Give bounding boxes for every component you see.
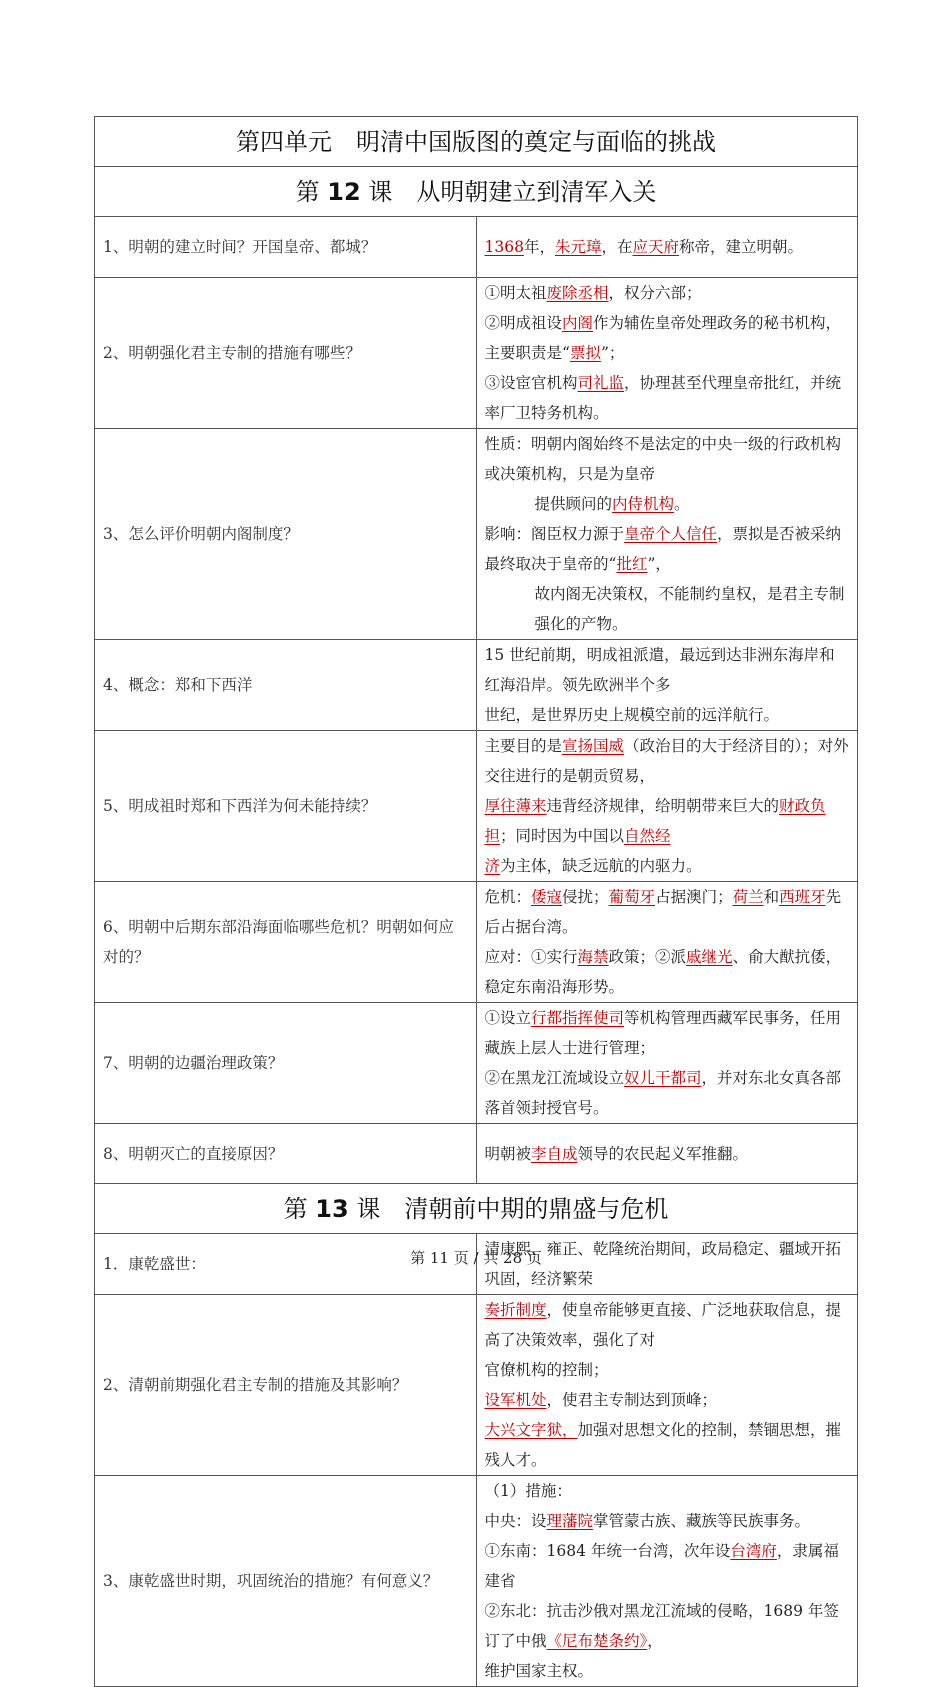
key-term: 行都指挥使司 — [531, 1009, 625, 1027]
key-term: 皇帝个人信任 — [624, 525, 718, 543]
question-cell: 2、明朝强化君主专制的措施有哪些？ — [95, 278, 477, 429]
answer-text: ①东南：1684 年统一台湾，次年设 — [484, 1542, 731, 1560]
answer-line — [485, 308, 850, 368]
key-term: 李自成 — [531, 1144, 578, 1163]
answer-cell — [476, 731, 858, 882]
key-term: 厚往薄来 — [484, 797, 547, 815]
answer-text: （1）措施： — [484, 1482, 572, 1500]
answer-text: 性质：明朝内阁始终不是法定的中央一级的行政机构或决策机构，只是为皇帝 — [484, 435, 842, 483]
key-term: 奴儿干都司 — [624, 1069, 702, 1087]
answer-line — [485, 1385, 850, 1415]
table-row — [95, 1124, 858, 1184]
question-cell: 7、明朝的边疆治理政策？ — [95, 1003, 477, 1124]
answer-text: ，权分六部； — [608, 284, 702, 302]
answer-line — [485, 1295, 850, 1355]
question-cell: 5、明成祖时郑和下西洋为何未能持续？ — [95, 731, 477, 882]
answer-text: ，协理甚至代理皇帝批红，并统率厂卫特务机构。 — [484, 374, 842, 422]
answer-text: 主要目的是 — [484, 737, 563, 755]
answer-text: ，票拟是否被采纳最终取决于皇帝的“ — [484, 525, 842, 573]
answer-text: ，使君主专制达到顶峰； — [546, 1391, 718, 1409]
answer-line — [485, 1139, 850, 1169]
table-row — [95, 429, 858, 640]
answer-cell — [476, 882, 858, 1003]
question-cell: 6、明朝中后期东部沿海面临哪些危机？明朝如何应对的？ — [95, 882, 477, 1003]
table-row — [95, 1295, 858, 1476]
lesson-title-row — [95, 167, 858, 217]
answer-line — [485, 1476, 850, 1506]
answer-line — [485, 579, 850, 639]
unit-title: 第四单元 明清中国版图的奠定与面临的挑战 — [95, 117, 858, 167]
key-term: 大兴文字狱， — [484, 1421, 578, 1439]
answer-cell — [476, 1295, 858, 1476]
lesson-title — [95, 1184, 858, 1234]
answer-text: 称帝，建立明朝。 — [679, 238, 804, 256]
answer-line — [485, 1596, 850, 1656]
question-cell: 4、概念：郑和下西洋 — [95, 640, 477, 731]
answer-text: ②在黑龙江流域设立 — [484, 1069, 625, 1087]
answer-text: 先后占据台湾。 — [484, 888, 842, 936]
key-term: 戚继光 — [686, 948, 733, 966]
answer-text: （政治目的大于经济目的）；对外交往进行的是朝贡贸易， — [484, 737, 849, 785]
key-term: 1368 — [484, 238, 524, 256]
answer-cell — [476, 1003, 858, 1124]
answer-text: 政策；②派 — [608, 948, 687, 966]
lesson-name: 课 从明朝建立到清军入关 — [360, 177, 657, 206]
answer-text: 世纪，是世界历史上规模空前的远洋航行。 — [484, 706, 780, 724]
answer-cell — [476, 278, 858, 429]
answer-line — [485, 700, 850, 730]
answer-text: ，隶属福建省 — [484, 1542, 839, 1590]
key-term: 《尼布楚条约》 — [546, 1632, 648, 1650]
answer-text: 违背经济规律，给明朝带来巨大的 — [546, 797, 780, 815]
notes-table — [94, 116, 858, 1687]
answer-line — [485, 640, 850, 700]
answer-line — [485, 278, 850, 308]
answer-text: ， — [647, 1632, 663, 1650]
answer-line — [485, 1063, 850, 1123]
answer-text: ①明太祖 — [484, 284, 547, 302]
question-cell: 8、明朝灭亡的直接原因？ — [95, 1124, 477, 1184]
answer-text: 、俞大猷抗倭，稳定东南沿海形势。 — [484, 948, 842, 996]
answer-text: 15 世纪前期，明成祖派遣，最远到达非洲东海岸和红海沿岸。领先欧洲半个多 — [484, 646, 835, 694]
key-term: 票拟 — [569, 344, 601, 362]
answer-text: 故内阁无决策权，不能制约皇权，是君主专制强化的产物。 — [534, 585, 845, 633]
answer-text: ；同时因为中国以 — [500, 827, 625, 845]
answer-text: ②东北：抗击沙俄对黑龙江流域的侵略，1689 年签订了中俄 — [484, 1602, 839, 1650]
answer-text: 明朝被 — [484, 1144, 532, 1163]
key-term: 司礼监 — [577, 374, 625, 392]
table-row — [95, 1476, 858, 1687]
key-term: 废除丞相 — [546, 284, 609, 302]
answer-line — [485, 1355, 850, 1385]
table-row — [95, 882, 858, 1003]
table-row — [95, 640, 858, 731]
answer-text: 掌管蒙古族、藏族等民族事务。 — [593, 1512, 811, 1530]
lesson-prefix: 第 — [295, 177, 328, 206]
key-term: 葡萄牙 — [608, 888, 656, 906]
answer-line — [485, 1506, 850, 1536]
key-term: 宣扬国威 — [562, 737, 625, 755]
answer-text: 影响：阁臣权力源于 — [484, 525, 625, 543]
answer-line — [485, 1656, 850, 1686]
answer-text: 为主体，缺乏远航的内驱力。 — [500, 857, 702, 875]
table-row — [95, 731, 858, 882]
key-term: 设军机处 — [484, 1391, 547, 1409]
answer-text: 作为辅佐皇帝处理政务的秘书机构，主要职责是“ — [484, 314, 842, 362]
key-term: 济 — [484, 857, 501, 875]
answer-line — [485, 791, 850, 851]
answer-text: 领导的农民起义军推翻。 — [577, 1144, 749, 1163]
answer-text: 等机构管理西藏军民事务，任用藏族上层人士进行管理； — [484, 1009, 842, 1057]
answer-text: ，在 — [601, 238, 633, 256]
question-cell: 2、清朝前期强化君主专制的措施及其影响？ — [95, 1295, 477, 1476]
lesson-prefix: 第 — [283, 1194, 316, 1223]
answer-text: 。 — [674, 495, 690, 513]
key-term: 荷兰 — [732, 888, 764, 906]
key-term: 海禁 — [577, 948, 609, 966]
key-term: 西班牙 — [779, 888, 826, 906]
answer-cell — [476, 429, 858, 640]
lesson-title-row — [95, 1184, 858, 1234]
answer-line — [485, 232, 850, 262]
answer-text: 危机： — [484, 888, 532, 906]
answer-line — [485, 882, 850, 942]
answer-line — [485, 519, 850, 579]
answer-line — [485, 429, 850, 489]
answer-text: 侵扰； — [562, 888, 609, 906]
answer-line — [485, 942, 850, 1002]
answer-text: ”， — [647, 555, 671, 573]
answer-text: 年， — [523, 238, 555, 256]
answer-text: 中央：设 — [484, 1512, 547, 1530]
key-term: 朱元璋 — [554, 238, 602, 256]
answer-line — [485, 731, 850, 791]
lesson-title — [95, 167, 858, 217]
answer-cell — [476, 217, 858, 278]
lesson-number: 12 — [327, 177, 361, 206]
answer-text: ①设立 — [484, 1009, 532, 1027]
answer-line — [485, 1536, 850, 1596]
answer-line — [485, 1003, 850, 1063]
question-cell: 1．康乾盛世： — [95, 1234, 477, 1295]
key-term: 应天府 — [632, 238, 680, 256]
answer-text: 占据澳门； — [655, 888, 733, 906]
key-term: 理藩院 — [546, 1512, 594, 1530]
answer-text: 加强对思想文化的控制，禁锢思想，摧残人才。 — [484, 1421, 842, 1469]
lesson-number: 13 — [315, 1194, 349, 1223]
answer-text: ，使皇帝能够更直接、广泛地获取信息，提高了决策效率，强化了对 — [484, 1301, 842, 1349]
key-term: 财政负担 — [484, 797, 826, 845]
table-row — [95, 278, 858, 429]
question-cell: 3、康乾盛世时期，巩固统治的措施？有何意义？ — [95, 1476, 477, 1687]
answer-line — [485, 489, 850, 519]
question-cell: 3、怎么评价明朝内阁制度？ — [95, 429, 477, 640]
answer-text: ，并对东北女真各部落首领封授官号。 — [484, 1069, 842, 1117]
question-cell: 1、明朝的建立时间？开国皇帝、都城？ — [95, 217, 477, 278]
key-term: 奏折制度 — [484, 1301, 547, 1319]
answer-text: 应对：①实行 — [484, 948, 578, 966]
key-term: 内阁 — [562, 314, 594, 332]
answer-text: 官僚机构的控制； — [484, 1361, 609, 1379]
answer-text: ”； — [600, 344, 625, 362]
table-row — [95, 1003, 858, 1124]
answer-text: 清康熙、雍正、乾隆统治期间，政局稳定、疆域开拓巩固，经济繁荣 — [484, 1240, 842, 1288]
answer-text: ②明成祖设 — [484, 314, 563, 332]
answer-text: 提供顾问的 — [534, 495, 613, 513]
key-term: 倭寇 — [531, 888, 563, 906]
key-term: 台湾府 — [730, 1542, 777, 1560]
lesson-name: 课 清朝前中期的鼎盛与危机 — [348, 1194, 669, 1223]
unit-title-row — [95, 117, 858, 167]
key-term: 自然经 — [624, 827, 671, 845]
table-row — [95, 217, 858, 278]
answer-cell — [476, 1476, 858, 1687]
answer-line — [485, 368, 850, 428]
answer-text: 和 — [763, 888, 780, 906]
answer-cell — [476, 640, 858, 731]
answer-cell — [476, 1124, 858, 1184]
answer-line — [485, 1415, 850, 1475]
answer-text: ③设宦官机构 — [484, 374, 578, 392]
key-term: 内侍机构 — [612, 495, 675, 513]
answer-text: 维护国家主权。 — [484, 1662, 594, 1680]
answer-line — [485, 851, 850, 881]
key-term: 批红 — [616, 555, 648, 573]
page-footer: 第 11 页 / 共 28 页 — [410, 1249, 542, 1267]
